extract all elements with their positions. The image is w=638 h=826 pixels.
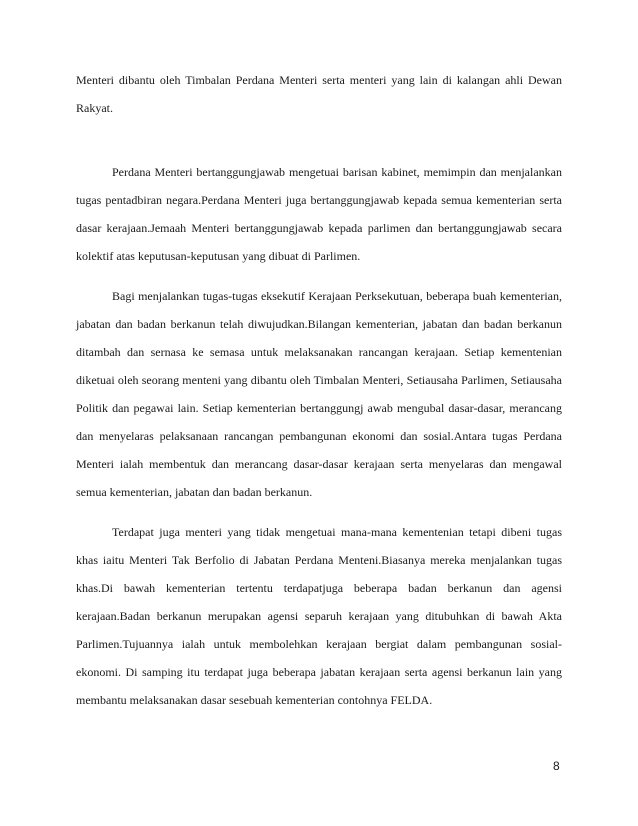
paragraph-1: Menteri dibantu oleh Timbalan Perdana Menteri serta menteri yang lain di kalangan ahli Dewan Rakyat. [76,73,562,115]
paragraph-4: Terdapat juga menteri yang tidak mengetuai mana-mana kementenian tetapi dibeni tugas khas iaitu Menteri Tak Berfolio di Jabatan Perdana Menteni.Biasanya mereka menjalankan tugas khas.Di bawah kementerian tertentu terdapatjuga beberapa badan berkanun dan agensi kerajaan.Badan berkanun merupakan agensi separuh kerajaan yang ditubuhkan di bawah Akta Parlimen.Tujuannya ialah untuk membolehkan kerajaan bergiat dalam pembangunan sosial-ekonomi. Di samping itu terdapat juga beberapa jabatan kerajaan serta agensi berkanun lain yang membantu melaksanakan dasar sesebuah kementerian contohnya FELDA. [76,525,562,707]
paragraph-3: Bagi menjalankan tugas-tugas eksekutif Kerajaan Perksekutuan, beberapa buah kementerian, jabatan dan badan berkanun telah diwujudkan.Bilangan kementerian, jabatan dan badan berkanun ditambah dan sernasa ke semasa untuk melaksanakan rancangan kerajaan. Setiap kementenian diketuai oleh seorang menteni yang dibantu oleh Timbalan Menteri, Setiausaha Parlimen, Setiausaha Politik dan pegawai lain. Setiap kementerian bertanggungj awab mengubal dasar-dasar, merancang dan menyelaras pelaksanaan rancangan pembangunan ekonomi dan sosial.Antara tugas Perdana Menteri ialah membentuk dan merancang dasar-dasar kerajaan serta menyelaras dan mengawal semua kementerian, jabatan dan badan berkanun. [76,289,562,499]
paragraph-spacer [76,506,562,518]
paragraph-spacer [76,270,562,282]
paragraph-spacer [76,122,562,158]
document-body [76,66,562,714]
page-number: 8 [553,759,560,773]
paragraph-2: Perdana Menteri bertanggungjawab mengetuai barisan kabinet, memimpin dan menjalankan tugas pentadbiran negara.Perdana Menteri juga bertanggungjawab kepada semua kementerian serta dasar kerajaan.Jemaah Menteri bertanggungjawab kepada parlimen dan bertanggungjawab secara kolektif atas keputusan-keputusan yang dibuat di Parlimen. [76,165,562,263]
